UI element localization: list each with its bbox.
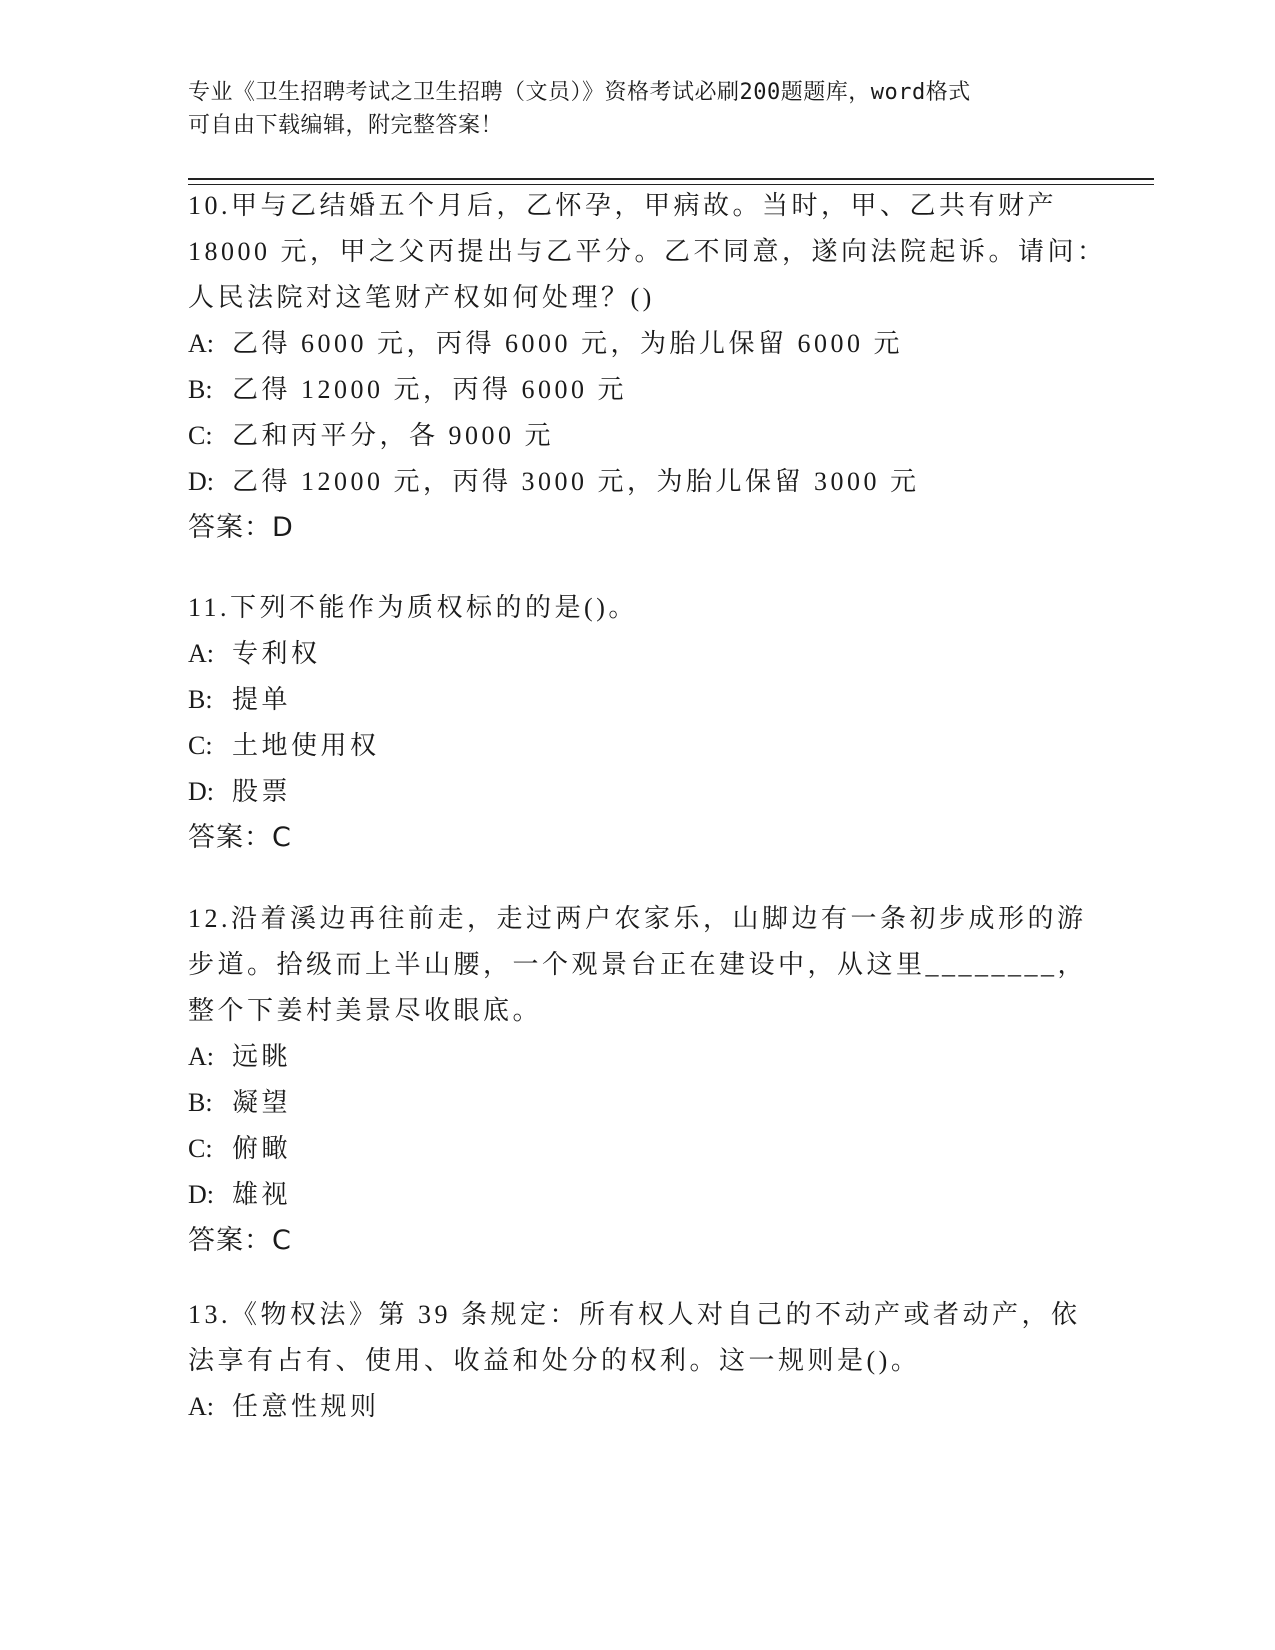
question-12 — [188, 896, 1088, 1264]
option-text: 雄视 — [232, 1180, 292, 1209]
option-a — [188, 1384, 1088, 1430]
option-letter: C: — [188, 731, 213, 760]
option-letter: A: — [188, 639, 214, 668]
option-c — [188, 413, 1088, 459]
question-text-line: 步道。拾级而上半山腰，一个观景台正在建设中，从这里________， — [188, 950, 1088, 979]
question-10 — [188, 183, 1107, 551]
header-divider-thick — [188, 178, 1154, 180]
option-b — [188, 1080, 1088, 1126]
question-text-line: 法享有占有、使用、收益和处分的权利。这一规则是()。 — [188, 1346, 921, 1375]
option-letter: D: — [188, 777, 214, 806]
option-a — [188, 321, 1088, 367]
option-letter: B: — [188, 375, 213, 404]
option-letter: C: — [188, 1134, 213, 1163]
question-text-line: 13.《物权法》第 39 条规定：所有权人对自己的不动产或者动产，依 — [188, 1300, 1081, 1329]
option-text: 提单 — [232, 685, 292, 714]
question-text-line: 12.沿着溪边再往前走，走过两户农家乐，山脚边有一条初步成形的游 — [188, 904, 1087, 933]
header-line-2: 可自由下载编辑，附完整答案！ — [188, 113, 504, 138]
option-text: 乙得 12000 元，丙得 3000 元，为胎儿保留 3000 元 — [232, 467, 920, 496]
option-text: 乙得 6000 元，丙得 6000 元，为胎儿保留 6000 元 — [232, 329, 904, 358]
option-d — [188, 1172, 1088, 1218]
option-letter: C: — [188, 421, 213, 450]
option-letter: A: — [188, 1392, 214, 1421]
option-text: 俯瞰 — [232, 1134, 292, 1163]
option-c — [188, 723, 1088, 769]
document-header — [188, 76, 1088, 142]
option-c — [188, 1126, 1088, 1172]
question-text-line: 11.下列不能作为质权标的的是()。 — [188, 593, 638, 622]
question-text-line: 整个下姜村美景尽收眼底。 — [188, 996, 543, 1025]
option-b — [188, 367, 1088, 413]
option-letter: A: — [188, 1042, 214, 1071]
question-11 — [188, 585, 1088, 861]
answer-line: 答案：C — [188, 1225, 292, 1256]
header-line-1: 专业《卫生招聘考试之卫生招聘（文员）》资格考试必刷200题题库，word格式 — [188, 80, 971, 105]
question-text-line: 18000 元，甲之父丙提出与乙平分。乙不同意，遂向法院起诉。请问： — [188, 237, 1107, 266]
option-text: 土地使用权 — [232, 731, 380, 760]
option-b — [188, 677, 1088, 723]
option-text: 远眺 — [232, 1042, 292, 1071]
option-text: 任意性规则 — [232, 1392, 380, 1421]
option-text: 股票 — [232, 777, 292, 806]
question-13 — [188, 1292, 1088, 1430]
option-letter: B: — [188, 1088, 213, 1117]
option-letter: D: — [188, 467, 214, 496]
option-a — [188, 1034, 1088, 1080]
option-letter: B: — [188, 685, 213, 714]
option-text: 专利权 — [232, 639, 321, 668]
option-text: 乙得 12000 元，丙得 6000 元 — [232, 375, 628, 404]
question-text-line: 人民法院对这笔财产权如何处理？() — [188, 283, 655, 312]
option-letter: D: — [188, 1180, 214, 1209]
option-d — [188, 459, 1088, 505]
question-text-line: 10.甲与乙结婚五个月后，乙怀孕，甲病故。当时，甲、乙共有财产 — [188, 191, 1058, 220]
option-letter: A: — [188, 329, 214, 358]
answer-line: 答案：C — [188, 822, 292, 853]
option-text: 乙和丙平分，各 9000 元 — [232, 421, 555, 450]
option-a — [188, 631, 1088, 677]
answer-line: 答案：D — [188, 512, 294, 543]
option-d — [188, 769, 1088, 815]
option-text: 凝望 — [232, 1088, 292, 1117]
